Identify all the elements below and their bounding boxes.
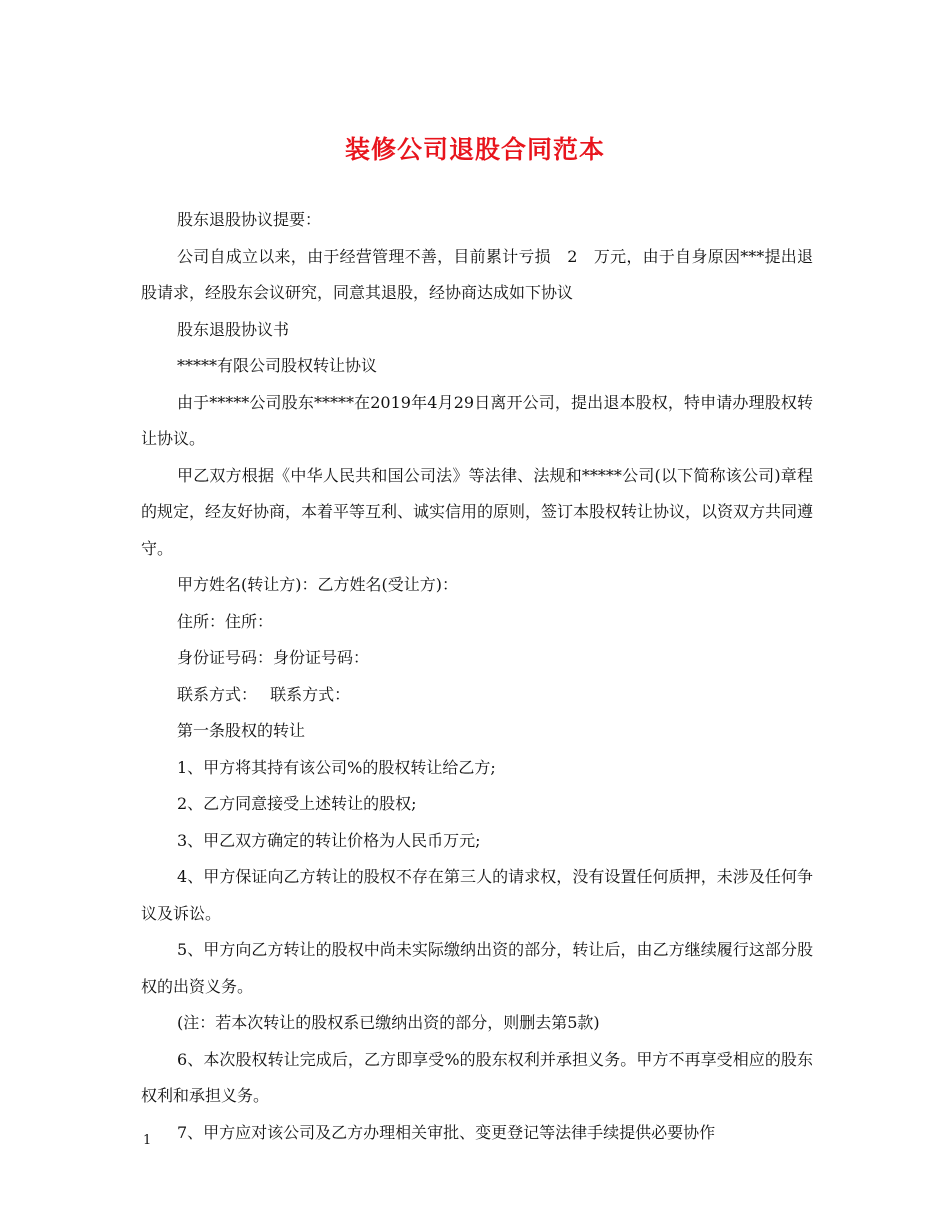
paragraph: 1、甲方将其持有该公司%的股权转让给乙方; xyxy=(177,757,496,777)
paragraph: 第一条股权的转让 xyxy=(177,721,306,740)
paragraph: 5、甲方向乙方转让的股权中尚未实际缴纳出资的部分，转让后，由乙方继续履行这部分股权的出资义务。 xyxy=(141,940,813,996)
paragraph: *****有限公司股权转让协议 xyxy=(177,356,378,375)
paragraph: 6、本次股权转让完成后，乙方即享受%的股东权利并承担义务。甲方不再享受相应的股东权利和承担义务。 xyxy=(141,1049,813,1105)
document-title: 装修公司退股合同范本 xyxy=(344,135,605,164)
paragraph: 股东退股协议书 xyxy=(177,319,290,339)
paragraph: 甲乙双方根据《中华人民共和国公司法》等法律、法规和*****公司(以下简称该公司)章程的规定，经友好协商，本着平等互利、诚实信用的原则，签订本股权转让协议，以资双方共同遵守。 xyxy=(141,465,814,558)
paragraph: 2、乙方同意接受上述转让的股权; xyxy=(177,794,417,813)
paragraph: 由于*****公司股东*****在2019年4月29日离开公司，提出退本股权，特申请办理股权转让协议。 xyxy=(141,392,813,448)
paragraph: 住所：住所： xyxy=(177,611,274,631)
paragraph: 7、甲方应对该公司及乙方办理相关审批、变更登记等法律手续提供必要协作 xyxy=(177,1122,716,1142)
paragraph: 联系方式： 联系方式： xyxy=(177,684,351,704)
paragraph: 甲方姓名(转让方)：乙方姓名(受让方)： xyxy=(177,575,458,594)
page-number: 1 xyxy=(143,1133,152,1148)
paragraph: 4、甲方保证向乙方转让的股权不存在第三人的请求权，没有设置任何质押，未涉及任何争议及诉讼。 xyxy=(141,867,813,923)
paragraph: 股东退股协议提要： xyxy=(177,210,322,229)
paragraph: 公司自成立以来，由于经营管理不善，目前累计亏损 2 万元，由于自身原因***提出退股请求，经股东会议研究，同意其退股，经协商达成如下协议 xyxy=(141,246,813,302)
paragraph: 3、甲乙双方确定的转让价格为人民币万元; xyxy=(177,830,481,850)
paragraph: (注：若本次转让的股权系已缴纳出资的部分，则删去第5款) xyxy=(177,1013,600,1032)
paragraph: 身份证号码：身份证号码： xyxy=(177,648,370,667)
document-body xyxy=(141,202,813,1151)
